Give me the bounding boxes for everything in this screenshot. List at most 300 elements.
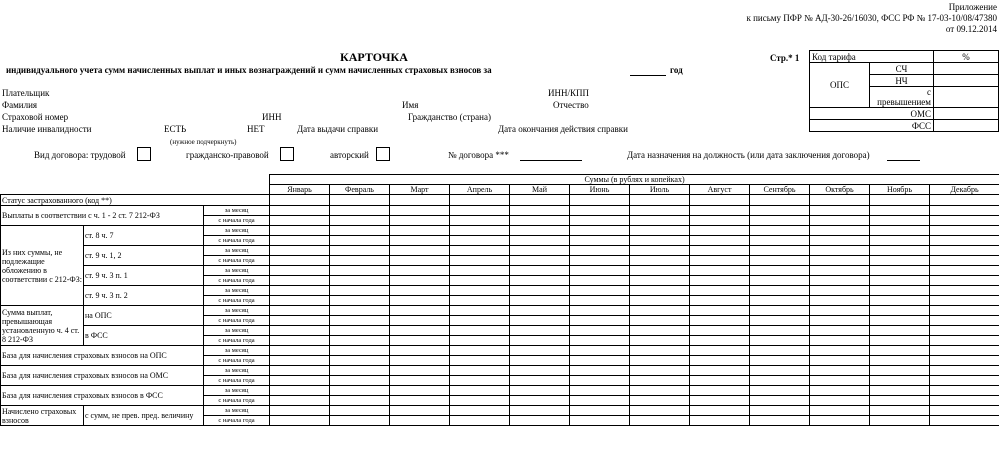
base-ops-label-month-cell-4[interactable] xyxy=(450,346,510,356)
exempt-3-ytd-cell-3[interactable] xyxy=(390,276,450,286)
exempt-2-ytd-cell-5[interactable] xyxy=(510,256,570,266)
tariff-oms-value[interactable] xyxy=(934,108,999,120)
excess-2-month-cell-8[interactable] xyxy=(690,326,750,336)
excess-2-month-cell-2[interactable] xyxy=(330,326,390,336)
exempt-2-month-cell-4[interactable] xyxy=(450,246,510,256)
base-oms-label-month-cell-12[interactable] xyxy=(930,366,999,376)
exempt-1-ytd-cell-10[interactable] xyxy=(810,236,870,246)
base-fss-label-month-cell-2[interactable] xyxy=(330,386,390,396)
status-cell-6[interactable] xyxy=(570,195,630,206)
status-cell-12[interactable] xyxy=(930,195,999,206)
exempt-2-month-cell-6[interactable] xyxy=(570,246,630,256)
payments-label-month-cell-12[interactable] xyxy=(930,206,999,216)
exempt-2-ytd-cell-7[interactable] xyxy=(630,256,690,266)
exempt-1-ytd-cell-12[interactable] xyxy=(930,236,999,246)
payments-label-month-cell-9[interactable] xyxy=(750,206,810,216)
exempt-3-month-cell-7[interactable] xyxy=(630,266,690,276)
exempt-3-ytd-cell-11[interactable] xyxy=(870,276,930,286)
accrued-1-month-cell-7[interactable] xyxy=(630,406,690,416)
exempt-3-month-cell-8[interactable] xyxy=(690,266,750,276)
excess-2-ytd-cell-12[interactable] xyxy=(930,336,999,346)
exempt-1-ytd-cell-11[interactable] xyxy=(870,236,930,246)
contract-labor-checkbox[interactable] xyxy=(137,147,151,161)
exempt-2-month-cell-10[interactable] xyxy=(810,246,870,256)
exempt-3-ytd-cell-10[interactable] xyxy=(810,276,870,286)
excess-2-ytd-cell-4[interactable] xyxy=(450,336,510,346)
base-fss-label-ytd-cell-3[interactable] xyxy=(390,396,450,406)
payments-label-ytd-cell-12[interactable] xyxy=(930,216,999,226)
exempt-3-month-cell-12[interactable] xyxy=(930,266,999,276)
excess-1-month-cell-2[interactable] xyxy=(330,306,390,316)
base-oms-label-month-cell-2[interactable] xyxy=(330,366,390,376)
exempt-2-month-cell-2[interactable] xyxy=(330,246,390,256)
excess-1-month-cell-6[interactable] xyxy=(570,306,630,316)
exempt-3-ytd-cell-1[interactable] xyxy=(270,276,330,286)
accrued-1-month-cell-3[interactable] xyxy=(390,406,450,416)
excess-2-ytd-cell-3[interactable] xyxy=(390,336,450,346)
accrued-1-month-cell-1[interactable] xyxy=(270,406,330,416)
month-header-10: Октябрь xyxy=(810,185,870,195)
excess-2-ytd-cell-5[interactable] xyxy=(510,336,570,346)
accrued-1-ytd-cell-2[interactable] xyxy=(330,416,390,426)
excess-2-month-cell-4[interactable] xyxy=(450,326,510,336)
exempt-2-ytd-cell-4[interactable] xyxy=(450,256,510,266)
base-fss-label-ytd-cell-8[interactable] xyxy=(690,396,750,406)
exempt-1-month-cell-5[interactable] xyxy=(510,226,570,236)
excess-2-month-cell-1[interactable] xyxy=(270,326,330,336)
exempt-2-month-cell-11[interactable] xyxy=(870,246,930,256)
exempt-1-ytd-cell-5[interactable] xyxy=(510,236,570,246)
exempt-4-ytd-cell-5[interactable] xyxy=(510,296,570,306)
payments-label-month-cell-1[interactable] xyxy=(270,206,330,216)
base-ops-label-month-cell-1[interactable] xyxy=(270,346,330,356)
table-row xyxy=(1,206,999,216)
exempt-4-ytd-cell-2[interactable] xyxy=(330,296,390,306)
base-fss-label-month-cell-4[interactable] xyxy=(450,386,510,396)
excess-1-ytd-cell-9[interactable] xyxy=(750,316,810,326)
exempt-4-month-cell-11[interactable] xyxy=(870,286,930,296)
accrued-1-month-cell-9[interactable] xyxy=(750,406,810,416)
excess-2-month-cell-9[interactable] xyxy=(750,326,810,336)
base-fss-label-ytd-cell-10[interactable] xyxy=(810,396,870,406)
excess-1-month-cell-9[interactable] xyxy=(750,306,810,316)
excess-1-month-cell-8[interactable] xyxy=(690,306,750,316)
base-fss-label-ytd-cell-4[interactable] xyxy=(450,396,510,406)
excess-2-ytd-cell-11[interactable] xyxy=(870,336,930,346)
base-fss-label-ytd-cell-5[interactable] xyxy=(510,396,570,406)
exempt-2-ytd-cell-10[interactable] xyxy=(810,256,870,266)
base-oms-label-ytd-cell-9[interactable] xyxy=(750,376,810,386)
base-oms-label-ytd-cell-4[interactable] xyxy=(450,376,510,386)
base-ops-label-month-cell-3[interactable] xyxy=(390,346,450,356)
tariff-excess-value[interactable] xyxy=(934,87,999,108)
disability-yes[interactable]: ЕСТЬ xyxy=(164,124,187,134)
base-oms-label-month-cell-3[interactable] xyxy=(390,366,450,376)
payments-label-ytd-cell-5[interactable] xyxy=(510,216,570,226)
exempt-3-month-cell-9[interactable] xyxy=(750,266,810,276)
base-fss-label-ytd-cell-9[interactable] xyxy=(750,396,810,406)
exempt-4-ytd-cell-7[interactable] xyxy=(630,296,690,306)
base-oms-label-month-cell-10[interactable] xyxy=(810,366,870,376)
exempt-3-ytd-cell-12[interactable] xyxy=(930,276,999,286)
accrued-1-ytd-cell-7[interactable] xyxy=(630,416,690,426)
exempt-3-ytd-cell-7[interactable] xyxy=(630,276,690,286)
status-cell-4[interactable] xyxy=(450,195,510,206)
status-cell-8[interactable] xyxy=(690,195,750,206)
exempt-1-ytd-cell-3[interactable] xyxy=(390,236,450,246)
base-ops-label-month-cell-10[interactable] xyxy=(810,346,870,356)
exempt-1-month-cell-6[interactable] xyxy=(570,226,630,236)
exempt-1-ytd-cell-1[interactable] xyxy=(270,236,330,246)
excess-2-month-cell-10[interactable] xyxy=(810,326,870,336)
excess-1-month-period-label: за месяц xyxy=(204,306,270,316)
status-cell-3[interactable] xyxy=(390,195,450,206)
exempt-1-ytd-cell-2[interactable] xyxy=(330,236,390,246)
exempt-3-month-cell-11[interactable] xyxy=(870,266,930,276)
base-oms-label-month-cell-7[interactable] xyxy=(630,366,690,376)
base-ops-label-ytd-cell-1[interactable] xyxy=(270,356,330,366)
exempt-1-month-cell-11[interactable] xyxy=(870,226,930,236)
payments-label-ytd-cell-11[interactable] xyxy=(870,216,930,226)
base-fss-label-ytd-cell-6[interactable] xyxy=(570,396,630,406)
accrued-1-month-cell-12[interactable] xyxy=(930,406,999,416)
base-oms-label-month-cell-1[interactable] xyxy=(270,366,330,376)
excess-1-month-cell-11[interactable] xyxy=(870,306,930,316)
exempt-2-ytd-cell-6[interactable] xyxy=(570,256,630,266)
exempt-4-ytd-cell-11[interactable] xyxy=(870,296,930,306)
excess-2-ytd-cell-6[interactable] xyxy=(570,336,630,346)
excess-1-ytd-cell-3[interactable] xyxy=(390,316,450,326)
exempt-4-month-cell-12[interactable] xyxy=(930,286,999,296)
base-oms-label-ytd-cell-10[interactable] xyxy=(810,376,870,386)
tariff-fss-value[interactable] xyxy=(934,120,999,132)
base-ops-label-ytd-cell-2[interactable] xyxy=(330,356,390,366)
status-cell-7[interactable] xyxy=(630,195,690,206)
excess-1-ytd-cell-10[interactable] xyxy=(810,316,870,326)
accrued-1-ytd-cell-4[interactable] xyxy=(450,416,510,426)
payments-label-month-cell-6[interactable] xyxy=(570,206,630,216)
exempt-1-ytd-cell-9[interactable] xyxy=(750,236,810,246)
base-ops-label-ytd-cell-5[interactable] xyxy=(510,356,570,366)
exempt-1-ytd-cell-8[interactable] xyxy=(690,236,750,246)
base-ops-label-ytd-cell-7[interactable] xyxy=(630,356,690,366)
tariff-nch-value[interactable] xyxy=(934,75,999,87)
base-oms-label-month-cell-5[interactable] xyxy=(510,366,570,376)
exempt-1-month-cell-4[interactable] xyxy=(450,226,510,236)
exempt-4-month-cell-2[interactable] xyxy=(330,286,390,296)
exempt-3-ytd-cell-6[interactable] xyxy=(570,276,630,286)
base-fss-label-ytd-cell-1[interactable] xyxy=(270,396,330,406)
exempt-2-month-cell-3[interactable] xyxy=(390,246,450,256)
excess-1-month-cell-1[interactable] xyxy=(270,306,330,316)
exempt-4-month-cell-7[interactable] xyxy=(630,286,690,296)
payments-label-ytd-cell-7[interactable] xyxy=(630,216,690,226)
exempt-2-month-cell-7[interactable] xyxy=(630,246,690,256)
contract-civil-checkbox[interactable] xyxy=(280,147,294,161)
excess-2-ytd-cell-2[interactable] xyxy=(330,336,390,346)
exempt-3-ytd-cell-8[interactable] xyxy=(690,276,750,286)
exempt-3-ytd-cell-4[interactable] xyxy=(450,276,510,286)
base-oms-label-ytd-cell-8[interactable] xyxy=(690,376,750,386)
tariff-sch: СЧ xyxy=(870,63,934,75)
exempt-1-month-cell-8[interactable] xyxy=(690,226,750,236)
status-cell-9[interactable] xyxy=(750,195,810,206)
base-fss-label-ytd-cell-7[interactable] xyxy=(630,396,690,406)
exempt-4-ytd-cell-10[interactable] xyxy=(810,296,870,306)
excess-1-month-cell-3[interactable] xyxy=(390,306,450,316)
base-oms-label-month-cell-4[interactable] xyxy=(450,366,510,376)
exempt-3-ytd-cell-2[interactable] xyxy=(330,276,390,286)
accrued-1-month-cell-4[interactable] xyxy=(450,406,510,416)
payments-label-ytd-cell-10[interactable] xyxy=(810,216,870,226)
exempt-1-month-cell-9[interactable] xyxy=(750,226,810,236)
exempt-2-ytd-cell-8[interactable] xyxy=(690,256,750,266)
accrued-1-ytd-cell-6[interactable] xyxy=(570,416,630,426)
exempt-item-1: ст. 8 ч. 7 xyxy=(84,226,204,246)
exempt-3-month-cell-4[interactable] xyxy=(450,266,510,276)
accrued-1-ytd-cell-1[interactable] xyxy=(270,416,330,426)
exempt-4-month-cell-5[interactable] xyxy=(510,286,570,296)
exempt-1-ytd-cell-4[interactable] xyxy=(450,236,510,246)
base-ops-label-month-cell-11[interactable] xyxy=(870,346,930,356)
payments-label-month-cell-4[interactable] xyxy=(450,206,510,216)
base-ops-label-ytd-cell-3[interactable] xyxy=(390,356,450,366)
base-oms-label-ytd-cell-6[interactable] xyxy=(570,376,630,386)
base-ops-label-month-cell-7[interactable] xyxy=(630,346,690,356)
exempt-2-month-cell-8[interactable] xyxy=(690,246,750,256)
payments-label-month-cell-5[interactable] xyxy=(510,206,570,216)
base-oms-label-ytd-cell-2[interactable] xyxy=(330,376,390,386)
excess-1-month-cell-12[interactable] xyxy=(930,306,999,316)
contract-date-field[interactable] xyxy=(887,160,920,161)
base-fss-label-month-cell-9[interactable] xyxy=(750,386,810,396)
base-oms-label-month-cell-8[interactable] xyxy=(690,366,750,376)
exempt-4-month-cell-1[interactable] xyxy=(270,286,330,296)
table-row xyxy=(1,366,999,376)
excess-2-month-cell-11[interactable] xyxy=(870,326,930,336)
excess-2-ytd-cell-8[interactable] xyxy=(690,336,750,346)
exempt-3-ytd-cell-9[interactable] xyxy=(750,276,810,286)
excess-2-ytd-cell-10[interactable] xyxy=(810,336,870,346)
excess-1-ytd-cell-5[interactable] xyxy=(510,316,570,326)
base-ops-label-ytd-cell-9[interactable] xyxy=(750,356,810,366)
base-fss-label-ytd-cell-2[interactable] xyxy=(330,396,390,406)
exempt-2-ytd-cell-2[interactable] xyxy=(330,256,390,266)
exempt-2-ytd-cell-12[interactable] xyxy=(930,256,999,266)
exempt-2-ytd-cell-9[interactable] xyxy=(750,256,810,266)
payments-label-ytd-cell-9[interactable] xyxy=(750,216,810,226)
status-cell-5[interactable] xyxy=(510,195,570,206)
excess-2-month-cell-7[interactable] xyxy=(630,326,690,336)
excess-2-month-cell-12[interactable] xyxy=(930,326,999,336)
payments-label-ytd-cell-3[interactable] xyxy=(390,216,450,226)
exempt-4-month-cell-10[interactable] xyxy=(810,286,870,296)
payments-label-ytd-cell-4[interactable] xyxy=(450,216,510,226)
base-ops-label-ytd-cell-12[interactable] xyxy=(930,356,999,366)
exempt-1-month-cell-7[interactable] xyxy=(630,226,690,236)
exempt-4-ytd-cell-8[interactable] xyxy=(690,296,750,306)
exempt-2-month-cell-1[interactable] xyxy=(270,246,330,256)
exempt-4-month-cell-9[interactable] xyxy=(750,286,810,296)
exempt-2-ytd-cell-11[interactable] xyxy=(870,256,930,266)
excess-1-ytd-cell-1[interactable] xyxy=(270,316,330,326)
payments-label-month-cell-10[interactable] xyxy=(810,206,870,216)
exempt-1-ytd-period-label: с начала года xyxy=(204,236,270,246)
excess-1-ytd-cell-4[interactable] xyxy=(450,316,510,326)
base-fss-label-month-cell-3[interactable] xyxy=(390,386,450,396)
exempt-3-month-cell-2[interactable] xyxy=(330,266,390,276)
excess-1-ytd-cell-8[interactable] xyxy=(690,316,750,326)
base-ops-label-ytd-cell-11[interactable] xyxy=(870,356,930,366)
exempt-2-month-cell-12[interactable] xyxy=(930,246,999,256)
month-header-8: Август xyxy=(690,185,750,195)
excess-1-ytd-cell-12[interactable] xyxy=(930,316,999,326)
status-cell-10[interactable] xyxy=(810,195,870,206)
base-ops-label-month-cell-2[interactable] xyxy=(330,346,390,356)
excess-2-month-cell-6[interactable] xyxy=(570,326,630,336)
accrued-1-ytd-cell-12[interactable] xyxy=(930,416,999,426)
accrued-1-ytd-cell-8[interactable] xyxy=(690,416,750,426)
base-ops-label-ytd-cell-10[interactable] xyxy=(810,356,870,366)
base-ops-label-ytd-cell-6[interactable] xyxy=(570,356,630,366)
base-oms-label-ytd-cell-7[interactable] xyxy=(630,376,690,386)
accrued-1-ytd-cell-9[interactable] xyxy=(750,416,810,426)
exempt-4-ytd-cell-12[interactable] xyxy=(930,296,999,306)
exempt-1-month-cell-1[interactable] xyxy=(270,226,330,236)
exempt-4-month-cell-8[interactable] xyxy=(690,286,750,296)
excess-1-ytd-cell-11[interactable] xyxy=(870,316,930,326)
exempt-4-month-cell-3[interactable] xyxy=(390,286,450,296)
base-fss-label-month-cell-8[interactable] xyxy=(690,386,750,396)
exempt-1-ytd-cell-6[interactable] xyxy=(570,236,630,246)
excess-1-month-cell-7[interactable] xyxy=(630,306,690,316)
excess-1-month-cell-5[interactable] xyxy=(510,306,570,316)
excess-1-ytd-cell-6[interactable] xyxy=(570,316,630,326)
exempt-2-month-cell-5[interactable] xyxy=(510,246,570,256)
base-oms-label-ytd-cell-12[interactable] xyxy=(930,376,999,386)
base-fss-label-ytd-cell-12[interactable] xyxy=(930,396,999,406)
payments-label-month-cell-7[interactable] xyxy=(630,206,690,216)
base-fss-label-month-cell-1[interactable] xyxy=(270,386,330,396)
status-cell-2[interactable] xyxy=(330,195,390,206)
exempt-4-ytd-cell-6[interactable] xyxy=(570,296,630,306)
excess-1-ytd-cell-7[interactable] xyxy=(630,316,690,326)
exempt-2-month-cell-9[interactable] xyxy=(750,246,810,256)
exempt-3-month-cell-1[interactable] xyxy=(270,266,330,276)
exempt-1-month-cell-3[interactable] xyxy=(390,226,450,236)
exempt-1-month-cell-12[interactable] xyxy=(930,226,999,236)
exempt-4-month-cell-4[interactable] xyxy=(450,286,510,296)
base-fss-label-month-cell-6[interactable] xyxy=(570,386,630,396)
base-oms-label-ytd-cell-1[interactable] xyxy=(270,376,330,386)
accrued-1-month-cell-2[interactable] xyxy=(330,406,390,416)
base-ops-label-month-cell-5[interactable] xyxy=(510,346,570,356)
exempt-2-ytd-cell-1[interactable] xyxy=(270,256,330,266)
status-cell-1[interactable] xyxy=(270,195,330,206)
exempt-4-ytd-cell-9[interactable] xyxy=(750,296,810,306)
payments-label-ytd-cell-8[interactable] xyxy=(690,216,750,226)
accrued-1-month-cell-5[interactable] xyxy=(510,406,570,416)
status-cell-11[interactable] xyxy=(870,195,930,206)
base-oms-label-ytd-cell-3[interactable] xyxy=(390,376,450,386)
accrued-1-ytd-cell-11[interactable] xyxy=(870,416,930,426)
excess-1-ytd-cell-2[interactable] xyxy=(330,316,390,326)
base-fss-label-month-cell-12[interactable] xyxy=(930,386,999,396)
exempt-2-ytd-cell-3[interactable] xyxy=(390,256,450,266)
excess-2-month-cell-3[interactable] xyxy=(390,326,450,336)
exempt-3-month-cell-6[interactable] xyxy=(570,266,630,276)
excess-1-month-cell-10[interactable] xyxy=(810,306,870,316)
exempt-3-ytd-cell-5[interactable] xyxy=(510,276,570,286)
payments-label-ytd-cell-6[interactable] xyxy=(570,216,630,226)
base-ops-label-month-cell-8[interactable] xyxy=(690,346,750,356)
base-ops-label-month-cell-12[interactable] xyxy=(930,346,999,356)
payments-label-month-cell-3[interactable] xyxy=(390,206,450,216)
base-oms-label-ytd-cell-5[interactable] xyxy=(510,376,570,386)
base-ops-label-ytd-cell-4[interactable] xyxy=(450,356,510,366)
accrued-1-ytd-cell-10[interactable] xyxy=(810,416,870,426)
base-oms-label-month-cell-11[interactable] xyxy=(870,366,930,376)
base-oms-label-month-cell-9[interactable] xyxy=(750,366,810,376)
exempt-4-ytd-cell-3[interactable] xyxy=(390,296,450,306)
tariff-sch-value[interactable] xyxy=(934,63,999,75)
payments-label-month-cell-2[interactable] xyxy=(330,206,390,216)
base-ops-label-month-cell-6[interactable] xyxy=(570,346,630,356)
accrued-1-month-cell-11[interactable] xyxy=(870,406,930,416)
appendix-line-3: от 09.12.2014 xyxy=(945,24,997,34)
contract-author-checkbox[interactable] xyxy=(376,147,390,161)
excess-2-ytd-cell-9[interactable] xyxy=(750,336,810,346)
exempt-3-month-cell-10[interactable] xyxy=(810,266,870,276)
base-fss-label-month-cell-5[interactable] xyxy=(510,386,570,396)
excess-1-month-cell-4[interactable] xyxy=(450,306,510,316)
excess-2-ytd-cell-7[interactable] xyxy=(630,336,690,346)
exempt-4-ytd-cell-4[interactable] xyxy=(450,296,510,306)
payments-label-ytd-cell-1[interactable] xyxy=(270,216,330,226)
base-fss-label-month-cell-7[interactable] xyxy=(630,386,690,396)
payments-label-month-cell-8[interactable] xyxy=(690,206,750,216)
accrued-1-month-cell-10[interactable] xyxy=(810,406,870,416)
exempt-1-month-cell-10[interactable] xyxy=(810,226,870,236)
exempt-group-label: Из них суммы, не подлежащие обложению в соответствии с 212-ФЗ: xyxy=(1,226,84,306)
base-fss-label-month-cell-11[interactable] xyxy=(870,386,930,396)
accrued-1-month-cell-8[interactable] xyxy=(690,406,750,416)
base-ops-label-ytd-cell-8[interactable] xyxy=(690,356,750,366)
exempt-3-month-cell-3[interactable] xyxy=(390,266,450,276)
exempt-4-ytd-cell-1[interactable] xyxy=(270,296,330,306)
base-ops-label-month-cell-9[interactable] xyxy=(750,346,810,356)
exempt-4-month-cell-6[interactable] xyxy=(570,286,630,296)
excess-2-month-cell-5[interactable] xyxy=(510,326,570,336)
excess-2-ytd-cell-1[interactable] xyxy=(270,336,330,346)
accrued-1-ytd-cell-5[interactable] xyxy=(510,416,570,426)
base-fss-label-month-cell-10[interactable] xyxy=(810,386,870,396)
appendix-line-2: к письму ПФР № АД-30-26/16030, ФСС РФ № 17-03-10/08/47380 xyxy=(746,13,997,23)
exempt-1-month-cell-2[interactable] xyxy=(330,226,390,236)
accrued-1-ytd-cell-3[interactable] xyxy=(390,416,450,426)
disability-no[interactable]: НЕТ xyxy=(247,124,265,134)
payments-label-ytd-cell-2[interactable] xyxy=(330,216,390,226)
payments-label-month-cell-11[interactable] xyxy=(870,206,930,216)
exempt-3-month-cell-5[interactable] xyxy=(510,266,570,276)
base-oms-label-month-cell-6[interactable] xyxy=(570,366,630,376)
base-oms-label-ytd-cell-11[interactable] xyxy=(870,376,930,386)
base-fss-label-ytd-cell-11[interactable] xyxy=(870,396,930,406)
contract-number-field[interactable] xyxy=(520,160,582,161)
payer-label: Плательщик xyxy=(2,88,50,98)
exempt-1-ytd-cell-7[interactable] xyxy=(630,236,690,246)
accrued-1-month-cell-6[interactable] xyxy=(570,406,630,416)
